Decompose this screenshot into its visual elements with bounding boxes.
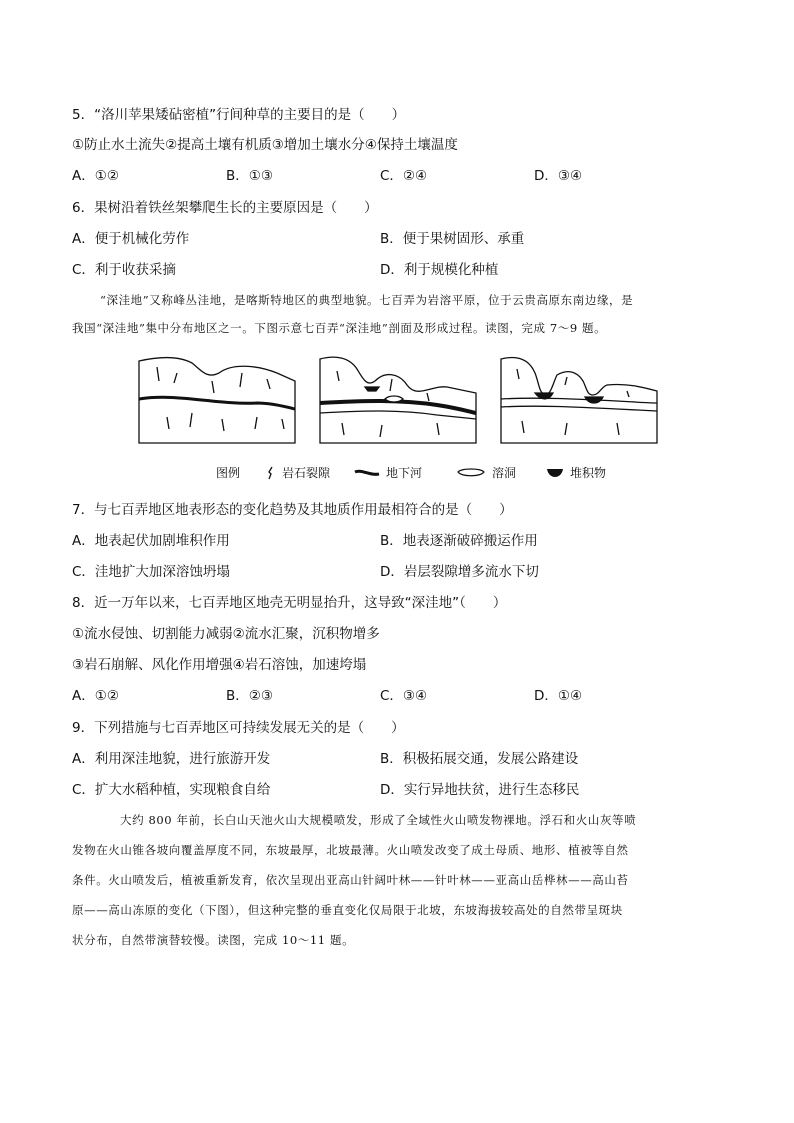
- karst-profile-figure: [137, 353, 662, 445]
- q5-items: ①防止水土流失②提高土壤有机质③增加土壤水分④保持土壤温度: [72, 137, 458, 153]
- legend-label-deposit: 堆积物: [570, 466, 607, 480]
- legend-label-river: 地下河: [386, 466, 423, 480]
- passage2-line3: 条件。火山喷发后，植被重新发育，依次呈现出亚高山针阔叶林——针叶林——亚高山岳桦林——高山苔: [72, 873, 629, 887]
- underground-river-icon: [354, 468, 380, 478]
- profile-stage-2: [320, 357, 476, 443]
- q8-option-b[interactable]: B．②③: [226, 688, 273, 704]
- profile-stage-3: [501, 358, 657, 443]
- q5-stem: 5．“洛川苹果矮砧密植”行间种草的主要目的是（ ）: [72, 107, 406, 123]
- passage2-line5: 状分布，自然带演替较慢。读图，完成 10～11 题。: [72, 933, 355, 947]
- deposit-icon: [546, 467, 564, 478]
- legend-label-cave: 溶洞: [492, 466, 517, 480]
- q8-items-2: ③岩石崩解、风化作用增强④岩石溶蚀，加速垮塌: [72, 657, 367, 673]
- q9-option-c[interactable]: C．扩大水稻种植，实现粮食自给: [72, 782, 271, 798]
- q8-option-c[interactable]: C．③④: [380, 688, 428, 704]
- q6-stem: 6．果树沿着铁丝架攀爬生长的主要原因是（ ）: [72, 200, 378, 216]
- q8-items-1: ①流水侵蚀、切割能力减弱②流水汇聚，沉积物增多: [72, 626, 380, 642]
- passage2-line2: 发物在火山锥各坡向覆盖厚度不同，东坡最厚，北坡最薄。火山喷发改变了成土母质、地形、植被等自然: [72, 843, 629, 857]
- passage1-line2: 我国“深洼地”集中分布地区之一。下图示意七百弄“深洼地”剖面及形成过程。读图，完成 7～9 题。: [72, 321, 607, 335]
- passage2-line4: 原——高山冻原的变化（下图），但这种完整的垂直变化仅局限于北坡，东坡海拔较高处的自然带呈斑块: [72, 903, 623, 917]
- q6-option-c[interactable]: C．利于收获采摘: [72, 262, 176, 278]
- q5-option-d[interactable]: D．③④: [534, 168, 583, 184]
- q6-option-b[interactable]: B．便于果树固形、承重: [380, 231, 525, 247]
- q7-option-c[interactable]: C．洼地扩大加深溶蚀坍塌: [72, 564, 230, 580]
- q5-option-b[interactable]: B．①③: [226, 168, 273, 184]
- q9-stem: 9．下列措施与七百弄地区可持续发展无关的是（ ）: [72, 720, 405, 736]
- profile-stage-1: [139, 358, 295, 444]
- q5-option-c[interactable]: C．②④: [380, 168, 428, 184]
- q6-option-a[interactable]: A．便于机械化劳作: [72, 231, 190, 247]
- q8-stem: 8．近一万年以来，七百弄地区地壳无明显抬升，这导致“深洼地”（ ）: [72, 595, 507, 611]
- q7-option-a[interactable]: A．地表起伏加剧堆积作用: [72, 533, 230, 549]
- rock-fissure-icon: [266, 466, 276, 480]
- karst-cave-icon: [456, 467, 486, 478]
- q5-option-a[interactable]: A．①②: [72, 168, 119, 184]
- legend-title: 图例: [216, 466, 241, 480]
- q7-stem: 7．与七百弄地区地表形态的变化趋势及其地质作用最相符合的是（ ）: [72, 502, 513, 518]
- legend-label-fissure: 岩石裂隙: [282, 466, 331, 480]
- passage1-line1: “深洼地”又称峰丛洼地，是喀斯特地区的典型地貌。七百弄为岩溶平原，位于云贵高原东南边缘，是: [100, 293, 634, 307]
- q8-option-a[interactable]: A．①②: [72, 688, 119, 704]
- q8-option-d[interactable]: D．①④: [534, 688, 583, 704]
- q9-option-b[interactable]: B．积极拓展交通，发展公路建设: [380, 751, 579, 767]
- q6-option-d[interactable]: D．利于规模化种植: [380, 262, 499, 278]
- q9-option-a[interactable]: A．利用深洼地貌，进行旅游开发: [72, 751, 271, 767]
- passage2-line1: 大约 800 年前，长白山天池火山大规模喷发，形成了全域性火山喷发物裸地。浮石和火山灰等喷: [120, 813, 637, 827]
- q7-option-b[interactable]: B．地表逐渐破碎搬运作用: [380, 533, 538, 549]
- q9-option-d[interactable]: D．实行异地扶贫，进行生态移民: [380, 782, 580, 798]
- q7-option-d[interactable]: D．岩层裂隙增多流水下切: [380, 564, 539, 580]
